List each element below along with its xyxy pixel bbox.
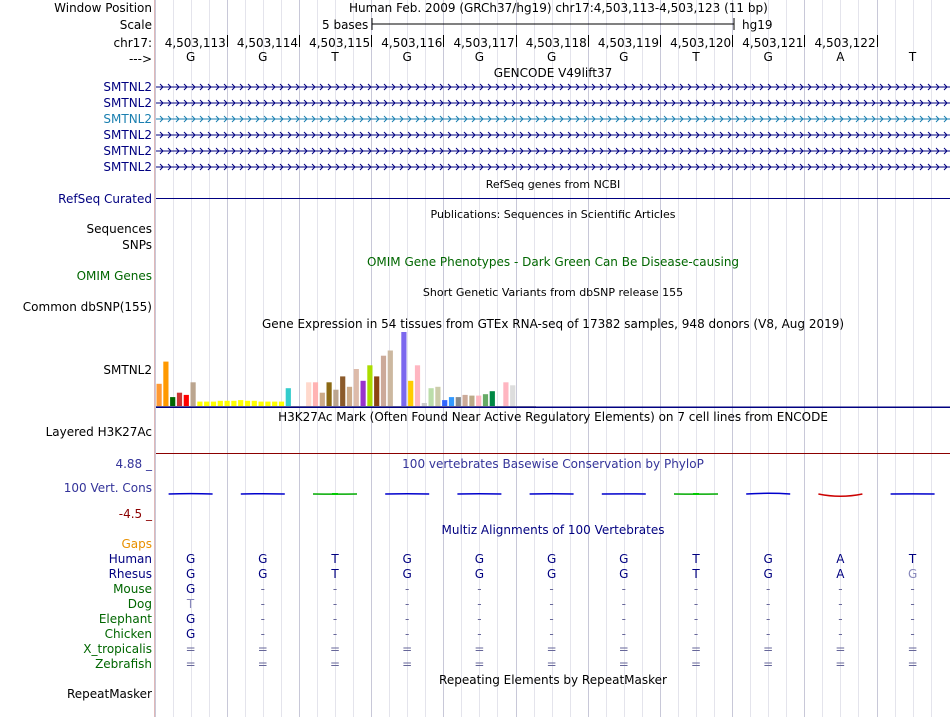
alignment-base: G (185, 552, 196, 566)
alignment-base: - (405, 582, 410, 596)
gencode-track-title[interactable]: GENCODE V49lift37 (493, 66, 613, 80)
gtex-tissue-bar (510, 385, 515, 406)
reference-base: A (836, 50, 845, 64)
gtex-tissue-bar (415, 365, 420, 406)
gtex-tissue-bar (191, 382, 196, 406)
reference-base: G (546, 50, 557, 64)
gtex-tissue-bar (367, 365, 372, 406)
gtex-tissue-bar (197, 402, 202, 406)
alignment-base: - (910, 582, 915, 596)
gtex-tissue-bar (157, 384, 162, 406)
transcript-label[interactable]: SMTNL2 (103, 128, 152, 142)
gtex-tissue-bar (163, 362, 168, 406)
alignment-base: G (258, 552, 268, 566)
cons-min-label: -4.5 _ (118, 507, 152, 521)
repeatmasker-label[interactable]: RepeatMasker (66, 687, 152, 701)
alignment-base: = (690, 642, 702, 656)
conservation-plot[interactable] (156, 486, 950, 502)
alignment-base: - (332, 597, 338, 611)
position-tick-label: 4,503,118 (525, 36, 587, 50)
alignment-base: G (258, 567, 268, 581)
snps-label[interactable]: SNPs (122, 238, 152, 252)
alignment-base: = (402, 657, 413, 671)
alignment-base: - (260, 582, 265, 596)
gtex-tissue-bar (463, 395, 468, 406)
repeatmasker-track-title[interactable]: Repeating Elements by RepeatMasker (439, 673, 667, 687)
gtex-tissue-bar (333, 390, 338, 406)
gtex-tissue-bar (381, 356, 386, 406)
gtex-tissue-bar (218, 401, 223, 406)
alignment-base: G (619, 567, 629, 581)
alignment-base: - (405, 597, 410, 611)
alignment-base: - (260, 612, 265, 626)
position-tick (299, 35, 300, 47)
alignment-base: G (546, 567, 557, 581)
position-tick-label: 4,503,122 (814, 36, 876, 50)
alignment-base: T (692, 567, 700, 581)
alignment-base: = (618, 642, 629, 656)
alignment-base: - (910, 597, 915, 611)
alignment-base: G (619, 552, 629, 566)
gtex-tissue-bar (503, 382, 508, 406)
gtex-tissue-bar (231, 401, 236, 406)
label-panel-border (154, 0, 155, 717)
transcript-line[interactable] (156, 114, 950, 124)
alignment-base: G (185, 612, 196, 626)
alignment-base: - (332, 627, 338, 641)
reference-base: G (763, 50, 773, 64)
omim-track-title[interactable]: OMIM Gene Phenotypes - Dark Green Can Be Disease-causing (366, 255, 740, 269)
alignment-base: T (331, 567, 339, 581)
alignment-base: - (693, 582, 699, 596)
gtex-tissue-bar (422, 403, 427, 406)
alignment-base: = (835, 657, 846, 671)
multiz-track-title[interactable]: Multiz Alignments of 100 Vertebrates (441, 523, 665, 537)
gtex-tissue-bar (401, 332, 406, 406)
h3k27ac-track-title[interactable]: H3K27Ac Mark (Often Found Near Active Regulatory Elements) on 7 cell lines from ENCODE (278, 410, 828, 424)
transcript-line[interactable] (156, 146, 950, 156)
gtex-tissue-bar (456, 397, 461, 406)
alignment-base: G (474, 567, 485, 581)
alignment-base: = (907, 657, 918, 671)
position-tick (660, 35, 661, 47)
gtex-tissue-bar (408, 381, 413, 406)
conservation-mark (746, 493, 790, 494)
reference-base: G (474, 50, 485, 64)
gtex-tissue-bar (184, 395, 189, 406)
transcript-line[interactable] (156, 82, 950, 92)
chrom-label: chr17: (113, 36, 152, 50)
alignment-base: A (836, 552, 845, 566)
position-tick-label: 4,503,120 (670, 36, 732, 50)
alignment-base: - (477, 597, 482, 611)
alignment-base: - (621, 612, 626, 626)
alignment-base: A (836, 567, 845, 581)
alignment-base: - (766, 627, 771, 641)
alignment-base: - (405, 627, 410, 641)
gtex-tissue-bar (238, 400, 243, 406)
alignment-base: G (402, 567, 412, 581)
gtex-tissue-bar (313, 382, 318, 406)
h3k27ac-line (156, 453, 950, 454)
reference-base: T (692, 50, 700, 64)
alignment-base: T (331, 552, 339, 566)
alignment-base: = (907, 642, 918, 656)
alignment-base: - (621, 597, 626, 611)
position-tick (516, 35, 517, 47)
sequences-label[interactable]: Sequences (86, 222, 152, 236)
alignment-base: = (618, 657, 629, 671)
cons-track-title[interactable]: 100 vertebrates Basewise Conservation by PhyloP (402, 457, 704, 471)
gtex-tissue-bar (259, 402, 264, 406)
position-tick-label: 4,503,117 (453, 36, 515, 50)
position-tick-label: 4,503,115 (309, 36, 371, 50)
alignment-base: - (766, 612, 771, 626)
position-tick (371, 35, 372, 47)
alignment-base: = (329, 657, 341, 671)
gtex-tissue-bar (490, 391, 495, 406)
alignment-base: = (474, 657, 485, 671)
omim-label[interactable]: OMIM Genes (76, 269, 152, 283)
refseq-label[interactable]: RefSeq Curated (58, 192, 152, 206)
alignment-base: - (549, 597, 554, 611)
reference-base: T (331, 50, 339, 64)
cons-track-label[interactable]: 100 Vert. Cons (63, 481, 152, 495)
transcript-label[interactable]: SMTNL2 (103, 144, 152, 158)
transcript-label[interactable]: SMTNL2 (103, 160, 152, 174)
reference-base: G (185, 50, 196, 64)
gtex-tissue-bar (469, 396, 474, 406)
transcript-label[interactable]: SMTNL2 (103, 80, 152, 94)
gtex-track-title[interactable]: Gene Expression in 54 tissues from GTEx RNA-seq of 17382 samples, 948 donors (V8, Aug 2019) (261, 317, 845, 331)
alignment-base: - (693, 597, 699, 611)
alignment-base: T (186, 597, 195, 611)
gtex-tissue-bar (245, 401, 250, 406)
position-text: Human Feb. 2009 (GRCh37/hg19) chr17:4,503,113-4,503,123 (11 bp) (349, 1, 768, 15)
alignment-base: = (329, 642, 341, 656)
scale-label: Scale (119, 18, 152, 32)
gtex-tissue-bar (327, 382, 332, 406)
alignment-base: - (838, 597, 843, 611)
transcript-line[interactable] (156, 130, 950, 140)
gtex-tissue-bar (272, 402, 277, 406)
position-tick-label: 4,503,121 (742, 36, 804, 50)
alignment-base: - (549, 582, 554, 596)
refseq-line (156, 198, 950, 199)
gtex-tissue-bar (211, 402, 216, 406)
reference-base: G (619, 50, 629, 64)
alignment-base: - (693, 612, 699, 626)
position-tick-label: 4,503,114 (236, 36, 298, 50)
gtex-tissue-bar (320, 393, 325, 406)
alignment-base: G (185, 567, 196, 581)
refseq-track-title[interactable]: RefSeq genes from NCBI (485, 178, 621, 191)
cons-max-label: 4.88 _ (115, 457, 152, 471)
species-label[interactable]: Dog (127, 597, 152, 611)
publications-track-title[interactable]: Publications: Sequences in Scientific Articles (430, 208, 676, 221)
alignment-base: G (185, 582, 196, 596)
gtex-tissue-bar (429, 388, 434, 406)
reference-base: G (258, 50, 268, 64)
gtex-tissue-bar (177, 393, 182, 406)
alignment-base: = (690, 657, 702, 671)
alignment-base: - (838, 627, 843, 641)
alignment-base: = (835, 642, 846, 656)
alignment-base: - (477, 612, 482, 626)
gtex-tissue-bar (476, 396, 481, 406)
alignment-base: - (549, 627, 554, 641)
gtex-tissue-bar (354, 369, 359, 406)
gtex-gene-label[interactable]: SMTNL2 (103, 363, 152, 377)
position-tick-label: 4,503,119 (597, 36, 659, 50)
alignment-base: G (185, 627, 196, 641)
alignment-base: G (546, 552, 557, 566)
position-tick (588, 35, 589, 47)
conservation-mark (818, 494, 862, 496)
window-position-label: Window Position (54, 1, 152, 15)
position-tick (732, 35, 733, 47)
alignment-base: - (260, 627, 265, 641)
alignment-base: - (332, 612, 338, 626)
position-tick (443, 35, 444, 47)
alignment-base: = (546, 657, 557, 671)
species-label[interactable]: X_tropicalis (83, 642, 152, 656)
gtex-tissue-bar (225, 401, 230, 406)
transcript-line[interactable] (156, 162, 950, 172)
alignment-base: T (908, 552, 917, 566)
alignment-base: - (477, 627, 482, 641)
alignment-base: = (546, 642, 557, 656)
strand-arrow-label: ---> (128, 52, 152, 66)
gtex-tissue-bar (279, 402, 284, 406)
alignment-base: - (693, 627, 699, 641)
alignment-base: - (910, 612, 915, 626)
gtex-tissue-bar (252, 401, 257, 406)
species-label[interactable]: Mouse (113, 582, 152, 596)
reference-base: T (908, 50, 917, 64)
gtex-tissue-bar (442, 400, 447, 406)
alignment-base: - (910, 627, 915, 641)
gtex-tissue-bar (306, 382, 311, 406)
alignment-base: - (838, 582, 843, 596)
alignment-base: = (257, 642, 268, 656)
alignment-base: - (332, 582, 338, 596)
species-label[interactable]: Elephant (98, 612, 152, 626)
transcript-label[interactable]: SMTNL2 (103, 112, 152, 126)
alignment-base: = (257, 657, 268, 671)
alignment-base: G (763, 552, 773, 566)
gtex-tissue-bar (449, 397, 454, 406)
alignment-base: = (402, 642, 413, 656)
position-tick (804, 35, 805, 47)
scale-text: 5 bases (322, 18, 369, 32)
alignment-base: G (474, 552, 485, 566)
alignment-base: - (477, 582, 482, 596)
alignment-base: = (185, 657, 196, 671)
position-tick (227, 35, 228, 47)
h3k27ac-label[interactable]: Layered H3K27Ac (45, 425, 152, 439)
position-tick-label: 4,503,116 (381, 36, 443, 50)
gaps-label[interactable]: Gaps (121, 537, 152, 551)
position-tick (877, 35, 878, 47)
gtex-tissue-bar (483, 394, 488, 406)
alignment-base: - (838, 612, 843, 626)
alignment-base: = (185, 642, 196, 656)
dbsnp-track-title[interactable]: Short Genetic Variants from dbSNP release 155 (422, 286, 684, 299)
dbsnp-label[interactable]: Common dbSNP(155) (22, 300, 152, 314)
gtex-tissue-bar (265, 402, 270, 406)
gtex-tissue-bar (361, 381, 366, 406)
alignment-base: = (763, 642, 774, 656)
species-label[interactable]: Zebrafish (95, 657, 152, 671)
alignment-base: - (260, 597, 265, 611)
reference-base: G (402, 50, 412, 64)
gtex-tissue-bar (388, 351, 393, 407)
gtex-tissue-bar (347, 387, 352, 406)
species-label[interactable]: Rhesus (108, 567, 152, 581)
transcript-line[interactable] (156, 98, 950, 108)
alignment-base: - (405, 612, 410, 626)
alignment-base: - (621, 627, 626, 641)
gtex-bar-chart[interactable] (156, 330, 950, 408)
species-label[interactable]: Chicken (104, 627, 152, 641)
gtex-tissue-bar (374, 376, 379, 406)
alignment-base: - (766, 597, 771, 611)
alignment-base: = (763, 657, 774, 671)
gtex-tissue-bar (170, 397, 175, 406)
alignment-base: - (766, 582, 771, 596)
assembly-label: hg19 (742, 18, 773, 32)
alignment-base: - (549, 612, 554, 626)
gtex-tissue-bar (435, 387, 440, 406)
scale-bar (370, 17, 736, 31)
alignment-base: - (621, 582, 626, 596)
alignment-base: G (763, 567, 773, 581)
gtex-tissue-bar (340, 376, 345, 406)
alignment-base: G (402, 552, 412, 566)
gtex-tissue-bar (204, 402, 209, 406)
alignment-base: = (474, 642, 485, 656)
gtex-tissue-bar (286, 388, 291, 406)
alignment-base: G (907, 567, 918, 581)
position-tick-label: 4,503,113 (164, 36, 226, 50)
alignment-base: T (692, 552, 700, 566)
species-label[interactable]: Human (108, 552, 152, 566)
transcript-label[interactable]: SMTNL2 (103, 96, 152, 110)
